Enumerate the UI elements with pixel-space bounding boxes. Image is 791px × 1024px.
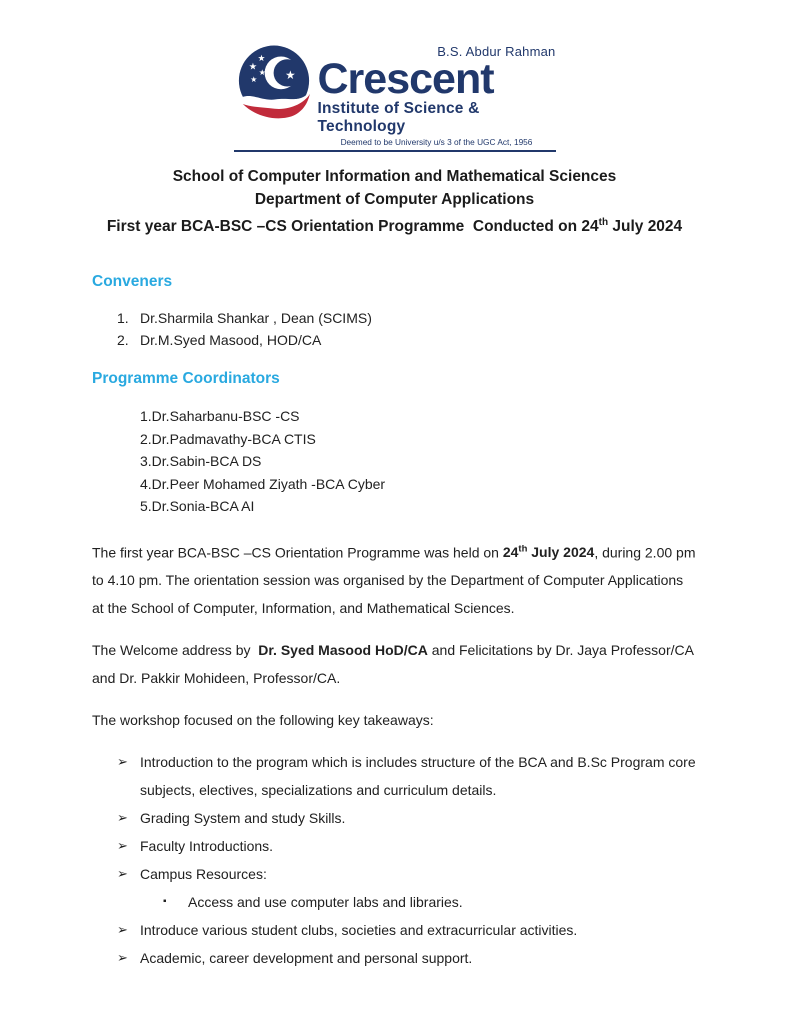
- list-item-text: Introduce various student clubs, societies and extracurricular activities.: [140, 922, 578, 939]
- crescent-moon-stars-icon: [234, 44, 314, 122]
- svg-text:★: ★: [284, 68, 296, 83]
- paragraph-overview: [92, 536, 700, 623]
- arrow-bullet-icon: ➢: [117, 950, 128, 966]
- list-item-text: Access and use computer labs and libraries.: [188, 894, 463, 911]
- bold-date: [503, 544, 594, 560]
- list-item-text: Campus Resources:: [140, 866, 267, 883]
- header-line-programme: [92, 211, 697, 238]
- paragraph-takeaways-intro: The workshop focused on the following key takeaways:: [92, 712, 434, 729]
- coordinators-heading: Programme Coordinators: [92, 370, 280, 388]
- logo-name: Crescent: [317, 55, 494, 103]
- list-item-text: Introduction to the program which is includes structure of the BCA and B.Sc Program core subjects, electives, specializations and curriculum details.: [140, 754, 700, 799]
- list-item: [92, 916, 697, 944]
- list-item-number: 1.: [117, 310, 129, 327]
- arrow-bullet-icon: ➢: [117, 754, 128, 770]
- list-item: [92, 330, 697, 352]
- list-item: [92, 308, 697, 330]
- header-line-department: Department of Computer Applications: [254, 191, 535, 208]
- paragraph-text: The Welcome address by: [92, 642, 259, 659]
- list-item-number: 2.: [117, 331, 129, 348]
- arrow-bullet-icon: ➢: [117, 922, 128, 938]
- document-header: [92, 165, 697, 238]
- logo-text: [314, 44, 556, 147]
- list-item: [92, 860, 697, 888]
- list-item-text: Dr.Sharmila Shankar , Dean (SCIMS): [140, 310, 372, 327]
- list-item-text: Faculty Introductions.: [140, 838, 274, 855]
- arrow-bullet-icon: ➢: [117, 866, 128, 882]
- arrow-bullet-icon: ➢: [117, 810, 128, 826]
- list-item: [92, 944, 697, 972]
- header-line-school: School of Computer Information and Mathematical Sciences: [172, 168, 617, 185]
- list-item-text: Dr.M.Syed Masood, HOD/CA: [140, 331, 322, 348]
- conveners-list: [92, 308, 697, 351]
- bold-date-number: 24: [502, 544, 519, 561]
- paragraph-welcome: [92, 636, 697, 692]
- list-item-text: Grading System and study Skills.: [140, 810, 346, 827]
- list-item: 3.Dr.Sabin-BCA DS: [140, 453, 262, 470]
- bold-speaker-name: Dr. Syed Masood HoD/CA: [258, 642, 428, 659]
- header-line3-tail: July 2024: [608, 218, 683, 236]
- sub-list-item: [92, 888, 697, 916]
- coordinators-list: [92, 405, 697, 518]
- header-line3-text: First year BCA-BSC –CS Orientation Programme Conducted on 24: [106, 218, 599, 236]
- paragraph-text: , during 2.00 pm to 4.10 pm. The orientation session was organised by the Department of Computer Applications at the School of Computer, Information, and Mathematical Sciences.: [92, 544, 700, 617]
- list-item: 2.Dr.Padmavathy-BCA CTIS: [140, 430, 316, 447]
- square-bullet-icon: ▪: [163, 896, 167, 908]
- svg-text:★: ★: [257, 54, 265, 65]
- header-line3-superscript: th: [598, 217, 609, 228]
- logo-tagline: Deemed to be University u/s 3 of the UGC Act, 1956: [340, 137, 533, 147]
- svg-text:★: ★: [258, 68, 266, 78]
- list-item: 5.Dr.Sonia-BCA AI: [140, 498, 255, 515]
- svg-text:★: ★: [249, 75, 257, 85]
- logo-subtitle: Institute of Science & Technology: [317, 100, 480, 135]
- list-item: [92, 804, 697, 832]
- list-item: [92, 832, 697, 860]
- paragraph-text: and Felicitations by Dr. Jaya Professor/CA and Dr. Pakkir Mohideen, Professor/CA.: [92, 642, 698, 687]
- logo-pre-title: B.S. Abdur Rahman: [437, 44, 556, 59]
- list-item: 4.Dr.Peer Mohamed Ziyath -BCA Cyber: [140, 475, 386, 492]
- list-item: 1.Dr.Saharbanu-BSC -CS: [140, 408, 300, 425]
- takeaways-list: [92, 748, 700, 972]
- svg-text:★: ★: [248, 61, 257, 73]
- list-item: [92, 748, 700, 804]
- paragraph-text: The first year BCA-BSC –CS Orientation Programme was held on: [92, 544, 503, 561]
- arrow-bullet-icon: ➢: [117, 838, 128, 854]
- bold-date-superscript: th: [518, 543, 528, 555]
- list-item-text: Academic, career development and personal support.: [140, 950, 473, 967]
- institution-logo: [234, 44, 556, 152]
- conveners-heading: Conveners: [92, 273, 173, 291]
- bold-date-rest: July 2024: [527, 544, 595, 561]
